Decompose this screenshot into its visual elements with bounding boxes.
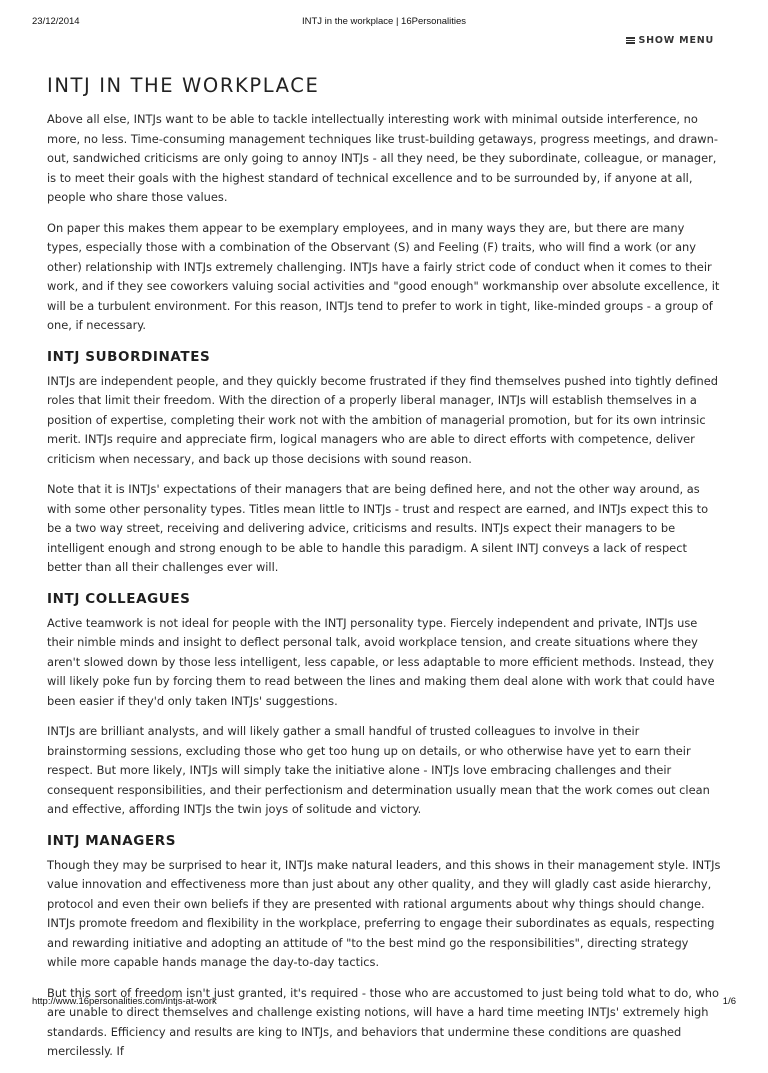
body-paragraph: Though they may be surprised to hear it, INTJs make natural leaders, and this shows in their management style. INTJs value innovation and effectiveness more than just about any other quality, and they will gladly cast aside hierarchy, protocol and even their own beliefs if they are presented with rational arguments about why things should change. INTJs promote freedom and flexibility in the workplace, preferring to engage their subordinates as equals, respecting and rewarding initiative and adopting an attitude of "to the best mind go the responsibilities", directing strategy while more capable hands manage the day-to-day tactics. xyxy=(47,857,721,969)
page-url: http://www.16personalities.com/intjs-at-work xyxy=(32,996,217,1007)
page-title: INTJ IN THE WORKPLACE xyxy=(47,74,320,97)
print-header xyxy=(32,16,736,30)
intro-paragraph: On paper this makes them appear to be exemplary employees, and in many ways they are, but there are many types, especially those with a combination of the Observant (S) and Feeling (F) traits, who will find a work (or any other) relationship with INTJs extremely challenging. INTJs have a fairly strict code of conduct when it comes to their work, and if they see coworkers valuing social activities and "good enough" workmanship over absolute excellence, it will be a turbulent environment. For this reason, INTJs tend to prefer to work in tight, like-minded groups - a group of one, if necessary. xyxy=(47,220,720,332)
section-heading-subordinates: INTJ SUBORDINATES xyxy=(47,348,211,365)
body-paragraph: But this sort of freedom isn't just granted, it's required - those who are accustomed to just being told what to do, who are unable to direct themselves and challenge existing notions, will have a hard time meeting INTJs' extremely high standards. Efficiency and results are king to INTJs, and behaviors that undermine these conditions are quashed mercilessly. If xyxy=(47,985,719,1058)
body-paragraph: INTJs are brilliant analysts, and will likely gather a small handful of trusted colleagues to involve in their brainstorming sessions, excluding those who get too hung up on details, or who otherwise have yet to earn their respect. But more likely, INTJs will simply take the initiative alone - INTJs love embracing challenges and their consequent responsibilities, and their perfectionism and determination usually mean that the work comes out clean and effective, affording INTJs the twin joys of solitude and victory. xyxy=(47,724,710,816)
show-menu-label: SHOW MENU xyxy=(638,35,714,46)
section-heading-colleagues: INTJ COLLEAGUES xyxy=(47,590,191,607)
hamburger-icon xyxy=(626,37,635,44)
page-number: 1/6 xyxy=(722,996,736,1007)
show-menu-button[interactable] xyxy=(626,35,714,46)
print-footer xyxy=(32,996,736,1008)
body-paragraph: INTJs are independent people, and they quickly become frustrated if they find themselves pushed into tightly defined roles that limit their freedom. With the direction of a properly liberal manager, INTJs will establish themselves in a position of expertise, completing their work not with the ambition of managerial promotion, but for its own intrinsic merit. INTJs require and appreciate firm, logical managers who are able to direct efforts with competence, deliver criticism when necessary, and back up those decisions with sound reason. xyxy=(47,373,719,466)
body-paragraph: Note that it is INTJs' expectations of their managers that are being defined here, and not the other way around, as with some other personality types. Titles mean little to INTJs - trust and respect are earned, and INTJs expect this to be a two way street, receiving and delivering advice, criticisms and results. INTJs expect their managers to be intelligent enough and strong enough to be able to handle this paradigm. A silent INTJ conveys a lack of respect better than all their challenges ever will. xyxy=(47,482,709,574)
body-paragraph: Active teamwork is not ideal for people with the INTJ personality type. Fiercely independent and private, INTJs use their nimble minds and insight to deflect personal talk, avoid workplace tension, and create situations where they aren't slowed down by those less intelligent, less capable, or less adaptable to more efficient methods. Instead, they will likely poke fun by forcing them to read between the lines and making them deal alone with work that could have been easier if they'd only taken INTJs' suggestions. xyxy=(47,615,715,708)
article xyxy=(47,70,721,1073)
section-heading-managers: INTJ MANAGERS xyxy=(47,832,177,849)
print-document-title: INTJ in the workplace | 16Personalities xyxy=(301,16,467,27)
print-date: 23/12/2014 xyxy=(32,16,80,27)
intro-paragraph: Above all else, INTJs want to be able to tackle intellectually interesting work with minimal outside interference, no more, no less. Time-consuming management techniques like trust-building getaways, progress meetings, and drawn-out, sandwiched criticisms are only going to annoy INTJs - all they need, be they subordinate, colleague, or manager, is to meet their goals with the highest standard of technical excellence and to be surrounded by, if anyone at all, people who share those values. xyxy=(47,112,718,204)
